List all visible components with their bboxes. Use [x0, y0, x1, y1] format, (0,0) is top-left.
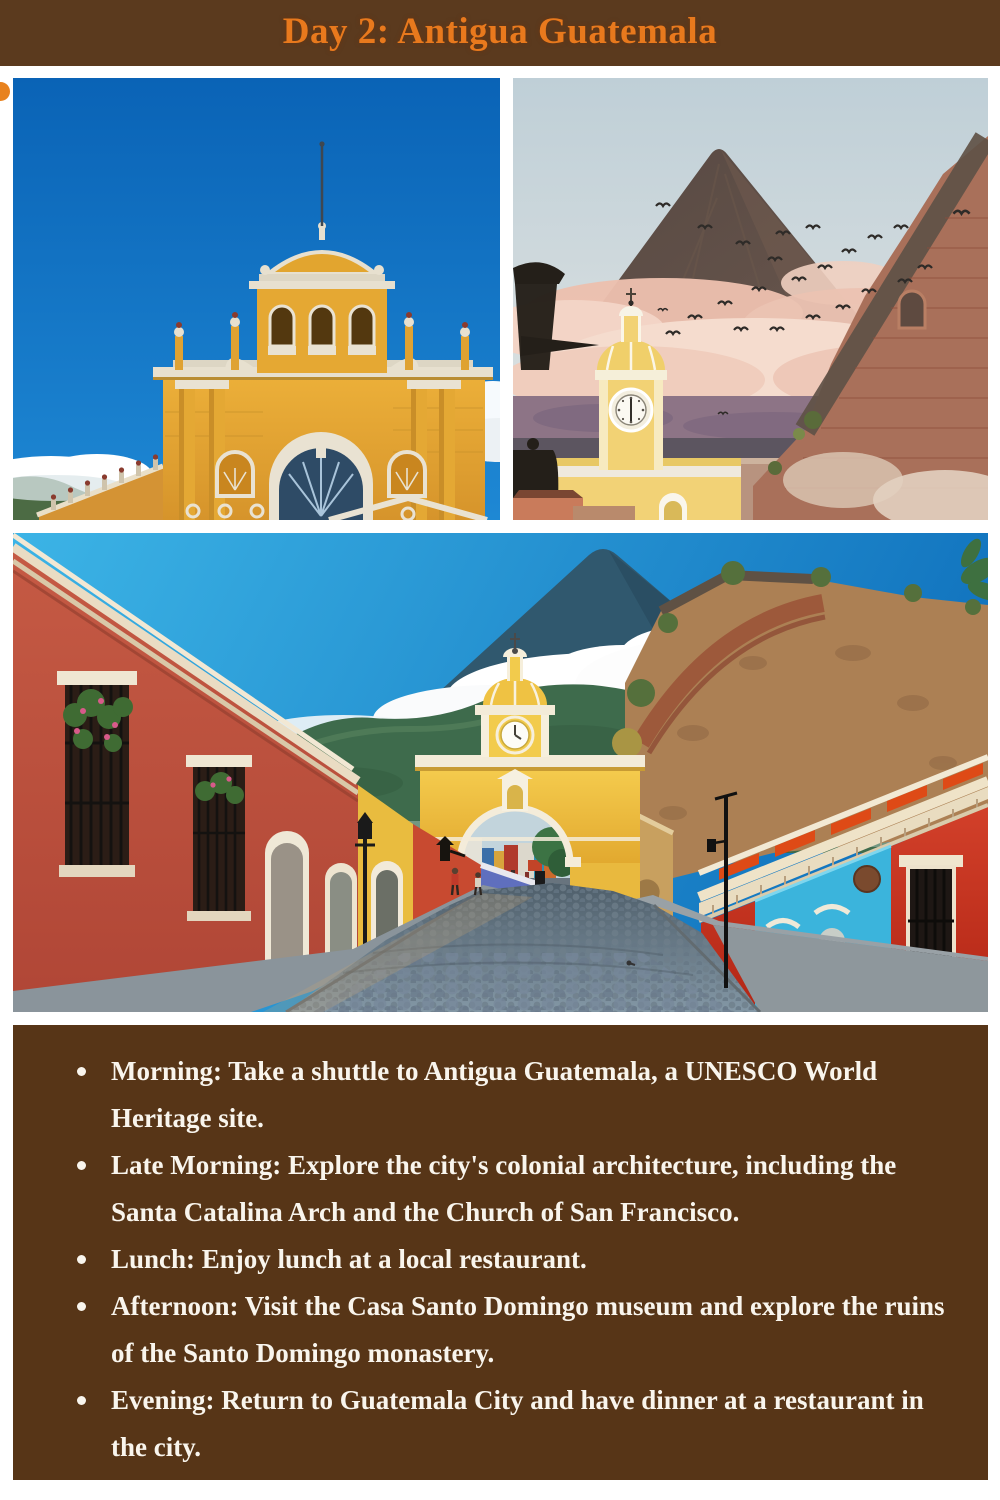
bullet-icon: [77, 1302, 86, 1311]
itinerary-panel: [13, 1025, 988, 1480]
bullet-icon: [77, 1067, 86, 1076]
church-facade-illustration: [13, 78, 500, 520]
header-bar: [0, 0, 1000, 66]
street-illustration: [13, 533, 988, 1012]
arch-volcano-illustration: [513, 78, 988, 520]
itinerary-list: [13, 1025, 988, 1471]
itinerary-item: [77, 1048, 948, 1142]
grilled-window-2: [186, 755, 252, 921]
grilled-window: [57, 671, 137, 877]
bullet-icon: [77, 1161, 86, 1170]
photo-church-facade: [13, 78, 500, 520]
itinerary-item: [77, 1236, 948, 1283]
itinerary-item-text: Lunch: Enjoy lunch at a local restaurant.: [111, 1244, 587, 1274]
bullet-icon: [77, 1396, 86, 1405]
itinerary-item-text: Evening: Return to Guatemala City and have dinner at a restaurant in the city.: [111, 1385, 924, 1462]
accent-dot: [0, 82, 10, 101]
photo-arch-volcano: [513, 78, 988, 520]
photo-antigua-street: [13, 533, 988, 1012]
itinerary-item: [77, 1377, 948, 1471]
itinerary-item-text: Afternoon: Visit the Casa Santo Domingo museum and explore the ruins of the Santo Domingo monastery.: [111, 1291, 945, 1368]
page-title: Day 2: Antigua Guatemala: [282, 11, 718, 52]
itinerary-item: [77, 1283, 948, 1377]
itinerary-item-text: Late Morning: Explore the city's colonial architecture, including the Santa Catalina Arch and the Church of San Francisco.: [111, 1150, 897, 1227]
itinerary-item: [77, 1142, 948, 1236]
bullet-icon: [77, 1255, 86, 1264]
arched-door: [263, 831, 311, 969]
itinerary-item-text: Morning: Take a shuttle to Antigua Guatemala, a UNESCO World Heritage site.: [111, 1056, 878, 1133]
